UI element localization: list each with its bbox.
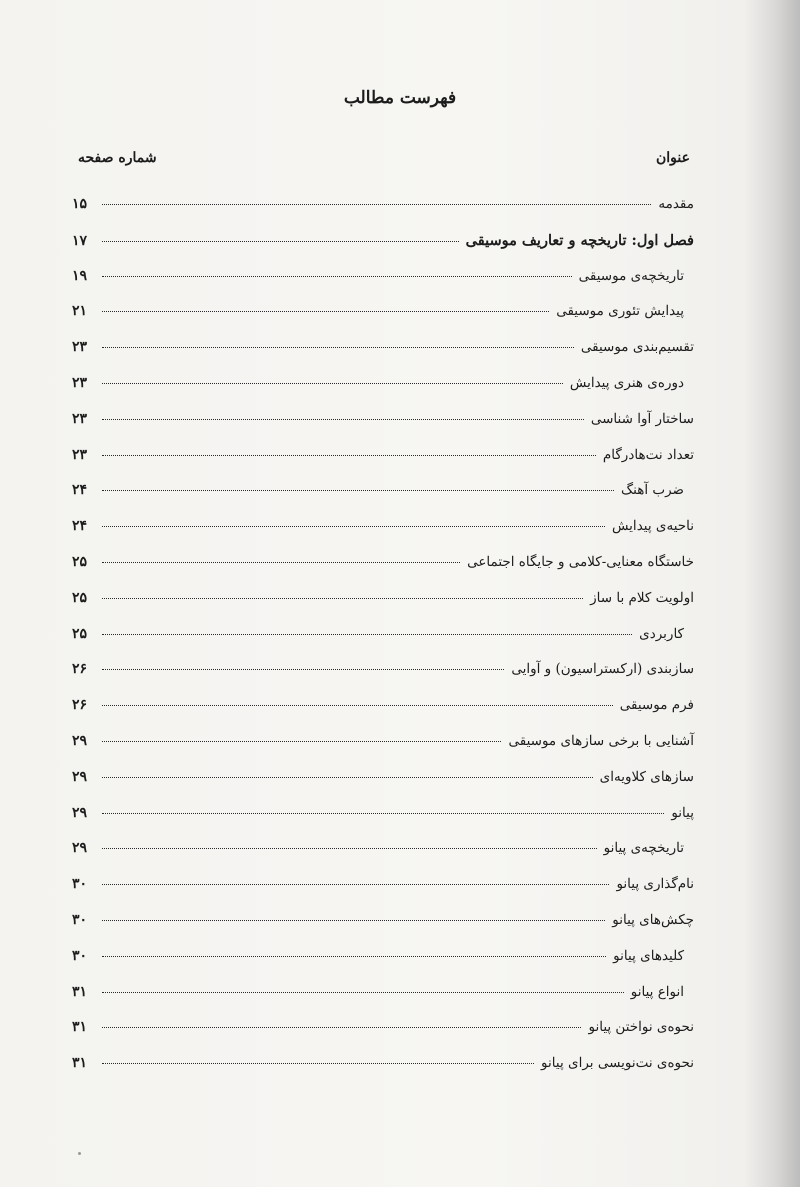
- page-number-column-header: شماره صفحه: [78, 150, 157, 166]
- toc-entry[interactable]: [72, 232, 694, 268]
- toc-entry[interactable]: [72, 948, 694, 984]
- toc-entry[interactable]: [72, 339, 694, 375]
- dot-leader: [102, 992, 624, 993]
- dot-leader: [102, 813, 664, 814]
- toc-entry-page-number: ۲۹: [72, 804, 88, 821]
- toc-entry-title: فصل اول: تاریخچه و تعاریف موسیقی: [465, 231, 694, 249]
- toc-entry-title: تقسیم‌بندی موسیقی: [580, 339, 694, 356]
- dot-leader: [102, 598, 583, 599]
- dot-leader: [102, 562, 460, 563]
- toc-entry-page-number: ۲۴: [72, 518, 88, 535]
- toc-entry-title: تاریخچه‌ی موسیقی: [578, 267, 684, 284]
- toc-entry-page-number: ۱۷: [72, 232, 88, 249]
- toc-entry-title: ساختار آوا شناسی: [590, 410, 694, 427]
- dot-leader: [102, 490, 614, 491]
- toc-entry[interactable]: [72, 518, 694, 554]
- toc-entry[interactable]: [72, 876, 694, 912]
- toc-entry-page-number: ۳۱: [72, 983, 88, 1000]
- toc-entry-page-number: ۲۳: [72, 446, 88, 463]
- toc-entry-title: ضرب آهنگ: [621, 482, 684, 499]
- toc-entry-page-number: ۲۳: [72, 374, 88, 391]
- toc-entry-title: ناحیه‌ی پیدایش: [611, 518, 694, 535]
- toc-entry-title: نام‌گذاری پیانو: [616, 876, 694, 893]
- dot-leader: [102, 1027, 581, 1028]
- toc-entry-title: پیدایش تئوری موسیقی: [556, 303, 684, 320]
- toc-entry-title: دوره‌ی هنری پیدایش: [569, 374, 684, 391]
- toc-entry-page-number: ۲۱: [72, 303, 88, 320]
- toc-entry[interactable]: [72, 268, 694, 304]
- toc-entry-title: پیانو: [671, 804, 694, 821]
- paper-speck: [78, 1152, 81, 1155]
- toc-entry-title: تعداد نت‌هادرگام: [602, 446, 694, 463]
- dot-leader: [102, 455, 596, 456]
- toc-entry[interactable]: [72, 697, 694, 733]
- toc-entry-title: نحوه‌ی نت‌نویسی برای پیانو: [541, 1055, 694, 1072]
- toc-entry-page-number: ۲۴: [72, 482, 88, 499]
- dot-leader: [102, 920, 605, 921]
- toc-entry[interactable]: [72, 554, 694, 590]
- toc-entry-title: کاربردی: [639, 625, 684, 642]
- dot-leader: [102, 634, 632, 635]
- dot-leader: [102, 705, 613, 706]
- toc-entry-page-number: ۲۹: [72, 768, 88, 785]
- toc-entry[interactable]: [72, 375, 694, 411]
- table-of-contents: [72, 196, 694, 1091]
- toc-entry-page-number: ۳۱: [72, 1019, 88, 1036]
- toc-entry-page-number: ۲۳: [72, 410, 88, 427]
- toc-entry-title: نحوه‌ی نواختن پیانو: [588, 1019, 694, 1036]
- toc-entry-title: سازهای کلاویه‌ای: [599, 768, 694, 785]
- dot-leader: [102, 311, 549, 312]
- toc-entry[interactable]: [72, 447, 694, 483]
- toc-entry[interactable]: [72, 303, 694, 339]
- dot-leader: [102, 241, 459, 242]
- toc-entry[interactable]: [72, 196, 694, 232]
- toc-entry-title: اولویت کلام با ساز: [590, 589, 694, 606]
- toc-entry[interactable]: [72, 626, 694, 662]
- dot-leader: [102, 419, 584, 420]
- toc-entry-title: آشنایی با برخی سازهای موسیقی: [508, 732, 694, 749]
- toc-entry-title: فرم موسیقی: [619, 697, 694, 714]
- toc-entry-page-number: ۳۰: [72, 947, 88, 964]
- toc-entry-title: مقدمه: [658, 196, 694, 212]
- dot-leader: [102, 383, 563, 384]
- dot-leader: [102, 956, 606, 957]
- toc-entry-page-number: ۲۵: [72, 553, 88, 570]
- dot-leader: [102, 204, 651, 205]
- toc-entry[interactable]: [72, 912, 694, 948]
- toc-entry-page-number: ۱۵: [72, 196, 88, 212]
- toc-entry-title: سازبندی (ارکستراسیون) و آوایی: [511, 661, 694, 678]
- dot-leader: [102, 741, 501, 742]
- toc-entry[interactable]: [72, 1055, 694, 1091]
- page-title: فهرست مطالب: [343, 88, 457, 108]
- toc-entry-page-number: ۱۹: [72, 267, 88, 284]
- toc-entry-page-number: ۲۶: [72, 661, 88, 678]
- dot-leader: [102, 526, 605, 527]
- toc-entry-page-number: ۲۶: [72, 697, 88, 714]
- toc-entry[interactable]: [72, 411, 694, 447]
- toc-entry-page-number: ۲۳: [72, 339, 88, 356]
- toc-entry-page-number: ۳۰: [72, 911, 88, 928]
- toc-entry-page-number: ۲۵: [72, 625, 88, 642]
- dot-leader: [102, 777, 593, 778]
- toc-entry-title: چکش‌های پیانو: [612, 911, 694, 928]
- toc-entry-page-number: ۲۹: [72, 840, 88, 857]
- dot-leader: [102, 1063, 534, 1064]
- toc-entry-page-number: ۲۵: [72, 589, 88, 606]
- toc-entry[interactable]: [72, 1019, 694, 1055]
- toc-entry-page-number: ۲۹: [72, 732, 88, 749]
- toc-entry[interactable]: [72, 733, 694, 769]
- dot-leader: [102, 347, 574, 348]
- dot-leader: [102, 884, 609, 885]
- toc-entry[interactable]: [72, 590, 694, 626]
- toc-entry-page-number: ۳۱: [72, 1055, 88, 1072]
- dot-leader: [102, 276, 572, 277]
- toc-entry-title: کلیدهای پیانو: [613, 947, 684, 964]
- toc-entry-title: خاستگاه معنایی-کلامی و جایگاه اجتماعی: [467, 553, 694, 570]
- toc-entry[interactable]: [72, 840, 694, 876]
- title-column-header: عنوان: [656, 150, 690, 166]
- toc-entry-page-number: ۳۰: [72, 876, 88, 893]
- toc-entry[interactable]: [72, 769, 694, 805]
- toc-entry[interactable]: [72, 482, 694, 518]
- dot-leader: [102, 848, 597, 849]
- toc-entry[interactable]: [72, 805, 694, 841]
- toc-entry-title: انواع پیانو: [630, 983, 684, 1000]
- toc-entry[interactable]: [72, 661, 694, 697]
- dot-leader: [102, 669, 504, 670]
- toc-entry[interactable]: [72, 984, 694, 1020]
- toc-entry-title: تاریخچه‌ی پیانو: [603, 840, 684, 857]
